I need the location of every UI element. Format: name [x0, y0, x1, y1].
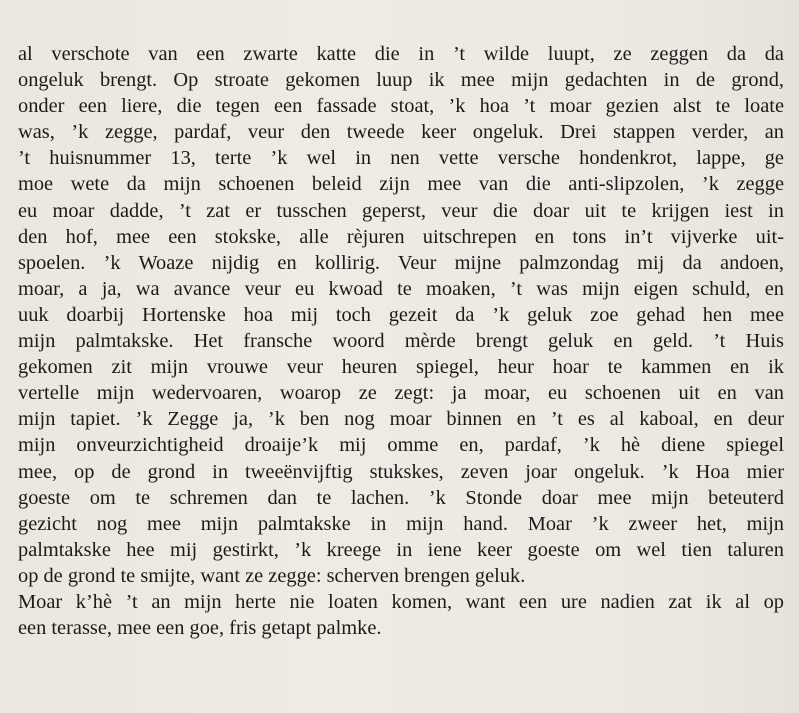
text-line: moe wete da mijn schoenen beleid zijn mee van die anti-slipzolen, ’k zegge [18, 173, 784, 196]
text-line: ongeluk brengt. Op stroate gekomen luup ik mee mijn gedachten in de grond, [18, 69, 784, 92]
text-line: den hof, mee een stokske, alle rèjuren uitschrepen en tons in’t vijverke uit- [18, 225, 784, 248]
text-line: was, ’k zegge, pardaf, veur den tweede keer ongeluk. Drei stappen verder, an [18, 121, 784, 144]
text-line: mijn palmtakske. Het fransche woord mèrde brengt geluk en geld. ’t Huis [18, 330, 784, 353]
text-line: eu moar dadde, ’t zat er tusschen geperst, veur die doar uit te krijgen iest in [18, 199, 784, 222]
page-text [18, 41, 784, 641]
text-line: ’t huisnummer 13, terte ’k wel in nen vette versche hondenkrot, lappe, ge [18, 147, 784, 170]
text-line: vertelle mijn wedervoaren, woarop ze zegt: ja moar, eu schoenen uit en van [18, 382, 784, 405]
text-line: onder een liere, die tegen een fassade stoat, ’k hoa ’t moar gezien alst te loate [18, 95, 784, 118]
text-line: mijn tapiet. ’k Zegge ja, ’k ben nog moar binnen en ’t es al kaboal, en deur [18, 408, 784, 431]
text-line: al verschote van een zwarte katte die in ’t wilde luupt, ze zeggen da da [18, 43, 784, 65]
text-line: spoelen. ’k Woaze nijdig en kollirig. Veur mijne palmzondag mij da andoen, [18, 251, 784, 274]
text-line: Moar k’hè ’t an mijn herte nie loaten komen, want een ure nadien zat ik al op [18, 590, 784, 613]
text-line: gezicht nog mee mijn palmtakske in mijn hand. Moar ’k zweer het, mijn [18, 512, 784, 535]
text-line: mee, op de grond in tweeënvijftig stukskes, zeven joar ongeluk. ’k Hoa mier [18, 460, 784, 483]
text-line: gekomen zit mijn vrouwe veur heuren spiegel, heur hoar te kammen en ik [18, 356, 784, 379]
text-line: palmtakske hee mij gestirkt, ’k kreege in iene keer goeste om wel tien taluren [18, 538, 784, 561]
text-line: een terasse, mee een goe, fris getapt palmke. [18, 617, 382, 640]
text-line: mijn onveurzichtigheid droaije’k mij omme en, pardaf, ’k hè diene spiegel [18, 434, 784, 457]
text-line: moar, a ja, wa avance veur eu kwoad te moaken, ’t was mijn eigen schuld, en [18, 277, 784, 300]
text-line: uuk doarbij Hortenske hoa mij toch gezeit da ’k geluk zoe gehad hen mee [18, 303, 784, 326]
text-line: goeste om te schremen dan te lachen. ’k Stonde doar mee mijn beteuterd [18, 486, 784, 509]
text-line: op de grond te smijte, want ze zegge: scherven brengen geluk. [18, 564, 526, 587]
